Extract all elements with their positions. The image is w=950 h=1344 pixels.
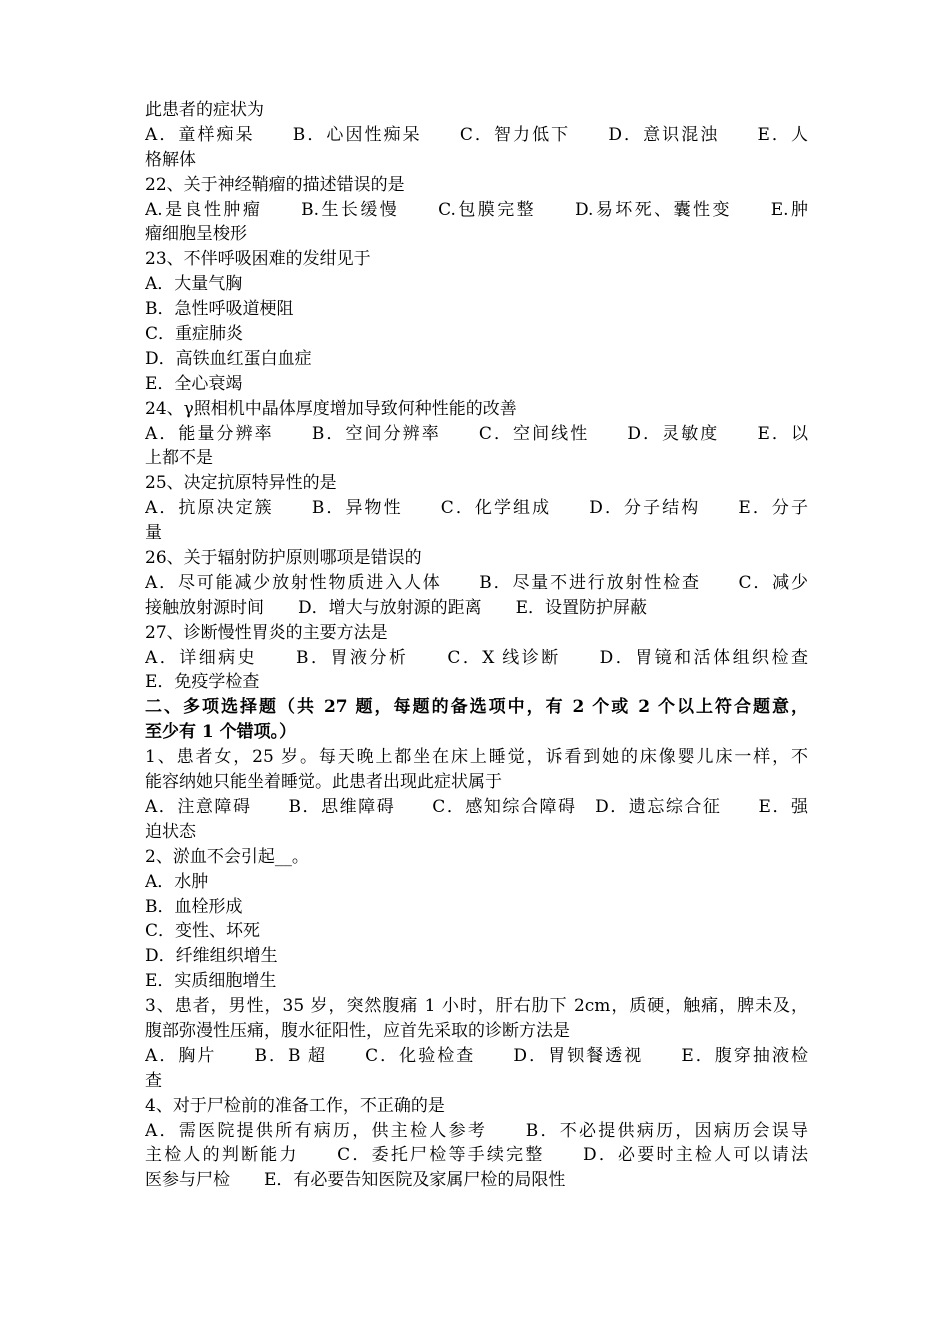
text-line: B．急性呼吸道梗阻 bbox=[145, 299, 294, 320]
text-line: 4、对于尸检前的准备工作，不正确的是 bbox=[145, 1095, 445, 1116]
text-line: 此患者的症状为 bbox=[145, 100, 264, 120]
text-line: A．水肿 bbox=[145, 871, 209, 892]
text-line: 上都不是 bbox=[145, 448, 213, 469]
text-line: 2、淤血不会引起__。 bbox=[145, 846, 309, 867]
text-line: A．能量分辨率 B．空间分辨率 C．空间线性 D．灵敏度 E．以 bbox=[145, 423, 808, 444]
text-line: B．血栓形成 bbox=[145, 896, 243, 917]
text-line: D．高铁血红蛋白血症 bbox=[145, 348, 312, 369]
text-line: A．详细病史 B．胃液分析 C．X 线诊断 D．胃镜和活体组织检查 bbox=[145, 647, 808, 668]
text-line: A.是良性肿瘤 B.生长缓慢 C.包膜完整 D.易坏死、囊性变 E.肿 bbox=[145, 199, 808, 220]
text-line: A．注意障碍 B．思维障碍 C．感知综合障碍 D．遗忘综合征 E．强 bbox=[145, 796, 808, 817]
text-line: 能容纳她只能坐着睡觉。此患者出现此症状属于 bbox=[145, 772, 502, 793]
document-page bbox=[145, 98, 808, 1193]
text-line: A．大量气胸 bbox=[145, 274, 243, 295]
text-line: 23、不伴呼吸困难的发绀见于 bbox=[145, 249, 371, 270]
text-line: C．重症肺炎 bbox=[145, 324, 244, 345]
text-line: 26、关于辐射防护原则哪项是错误的 bbox=[145, 548, 422, 569]
text-line: 接触放射源时间 D．增大与放射源的距离 E．设置防护屏蔽 bbox=[145, 597, 648, 618]
text-line: 25、决定抗原特异性的是 bbox=[145, 473, 337, 494]
text-line: A．童样痴呆 B．心因性痴呆 C．智力低下 D．意识混浊 E．人 bbox=[145, 124, 808, 145]
text-line: E．免疫学检查 bbox=[145, 672, 260, 693]
text-line: 瘤细胞呈梭形 bbox=[145, 224, 247, 245]
text-line: 24、γ照相机中晶体厚度增加导致何种性能的改善 bbox=[145, 398, 517, 419]
text-line: A．胸片 B．B 超 C．化验检查 D．胃钡餐透视 E．腹穿抽液检 bbox=[145, 1045, 808, 1066]
text-line: E．全心衰竭 bbox=[145, 373, 243, 394]
text-line: A．需医院提供所有病历，供主检人参考 B．不必提供病历，因病历会误导 bbox=[145, 1120, 808, 1141]
text-line: 腹部弥漫性压痛，腹水征阳性，应首先采取的诊断方法是 bbox=[145, 1020, 570, 1041]
text-line: 格解体 bbox=[145, 149, 196, 170]
text-line: A．抗原决定簇 B．异物性 C．化学组成 D．分子结构 E．分子 bbox=[145, 498, 808, 519]
text-line: E．实质细胞增生 bbox=[145, 971, 277, 992]
section-heading-line: 至少有 1 个错项。） bbox=[145, 722, 297, 743]
text-line: 医参与尸检 E．有必要告知医院及家属尸检的局限性 bbox=[145, 1170, 566, 1191]
section-heading-line: 二、多项选择题（共 27 题，每题的备选项中，有 2 个或 2 个以上符合题意， bbox=[145, 697, 808, 718]
text-line: C．变性、坏死 bbox=[145, 921, 261, 942]
text-line: 查 bbox=[145, 1070, 162, 1091]
text-line: D．纤维组织增生 bbox=[145, 946, 278, 967]
text-line: 27、诊断慢性胃炎的主要方法是 bbox=[145, 622, 388, 643]
text-line: 3、患者，男性，35 岁，突然腹痛 1 小时，肝右肋下 2cm，质硬，触痛，脾未及， bbox=[145, 996, 808, 1017]
text-line: 22、关于神经鞘瘤的描述错误的是 bbox=[145, 174, 405, 195]
text-line: 迫状态 bbox=[145, 821, 196, 842]
text-line: A．尽可能减少放射性物质进入人体 B．尽量不进行放射性检查 C．减少 bbox=[145, 572, 808, 593]
text-line: 1、患者女，25 岁。每天晚上都坐在床上睡觉，诉看到她的床像婴儿床一样，不 bbox=[145, 747, 808, 768]
text-line: 主检人的判断能力 C．委托尸检等手续完整 D．必要时主检人可以请法 bbox=[145, 1145, 808, 1166]
text-line: 量 bbox=[145, 523, 162, 544]
